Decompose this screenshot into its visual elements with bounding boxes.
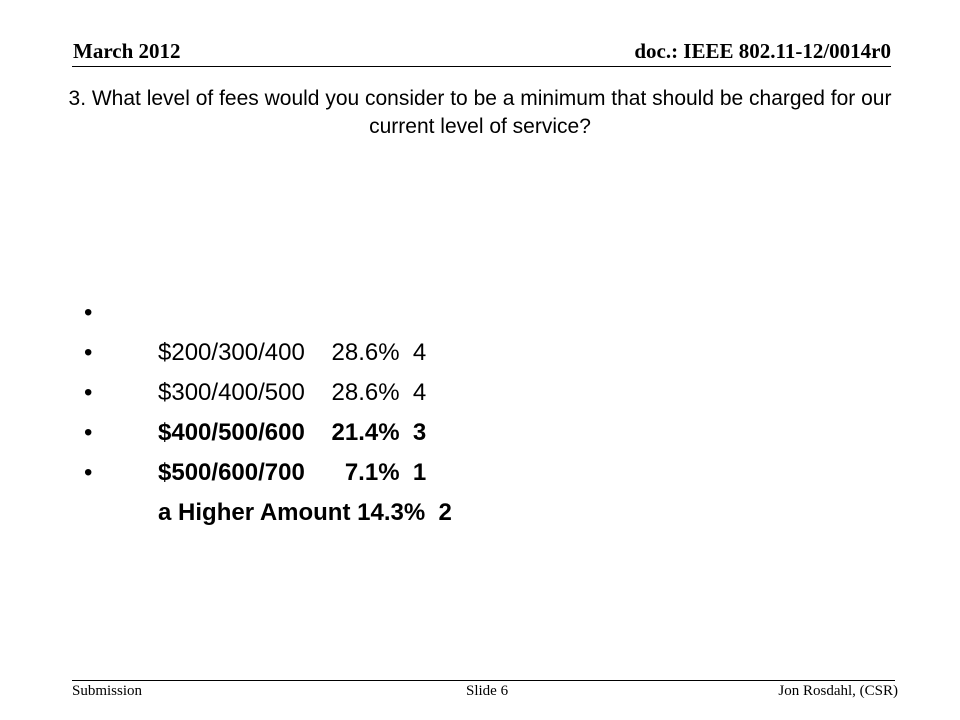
bullet-icon: • bbox=[84, 379, 93, 406]
list-item bbox=[84, 373, 452, 446]
list-item bbox=[84, 413, 452, 486]
footer-author: Jon Rosdahl, (CSR) bbox=[778, 683, 898, 699]
footer-divider bbox=[72, 680, 895, 681]
header-doc-id: doc.: IEEE 802.11-12/0014r0 bbox=[634, 39, 891, 63]
response-text: $200/300/400 28.6% 4 bbox=[158, 339, 427, 366]
question-title: 3. What level of fees would you consider to be a minimum that should be charged for our current level of service? bbox=[68, 87, 892, 138]
list-item bbox=[84, 333, 452, 406]
bullet-icon: • bbox=[84, 299, 93, 326]
response-text: $400/500/600 21.4% 3 bbox=[158, 419, 427, 446]
response-text: $500/600/700 7.1% 1 bbox=[158, 459, 427, 486]
list-item bbox=[84, 453, 452, 526]
bullet-icon: • bbox=[84, 459, 93, 486]
footer-submission: Submission bbox=[72, 683, 143, 699]
response-list bbox=[84, 293, 452, 526]
response-text: $300/400/500 28.6% 4 bbox=[158, 379, 427, 406]
footer-slide-number: Slide 6 bbox=[466, 683, 509, 699]
bullet-icon: • bbox=[84, 419, 93, 446]
response-text: a Higher Amount 14.3% 2 bbox=[158, 499, 452, 526]
header-date: March 2012 bbox=[73, 39, 181, 63]
list-item bbox=[84, 293, 452, 366]
bullet-icon: • bbox=[84, 339, 93, 366]
header-divider bbox=[72, 66, 891, 67]
